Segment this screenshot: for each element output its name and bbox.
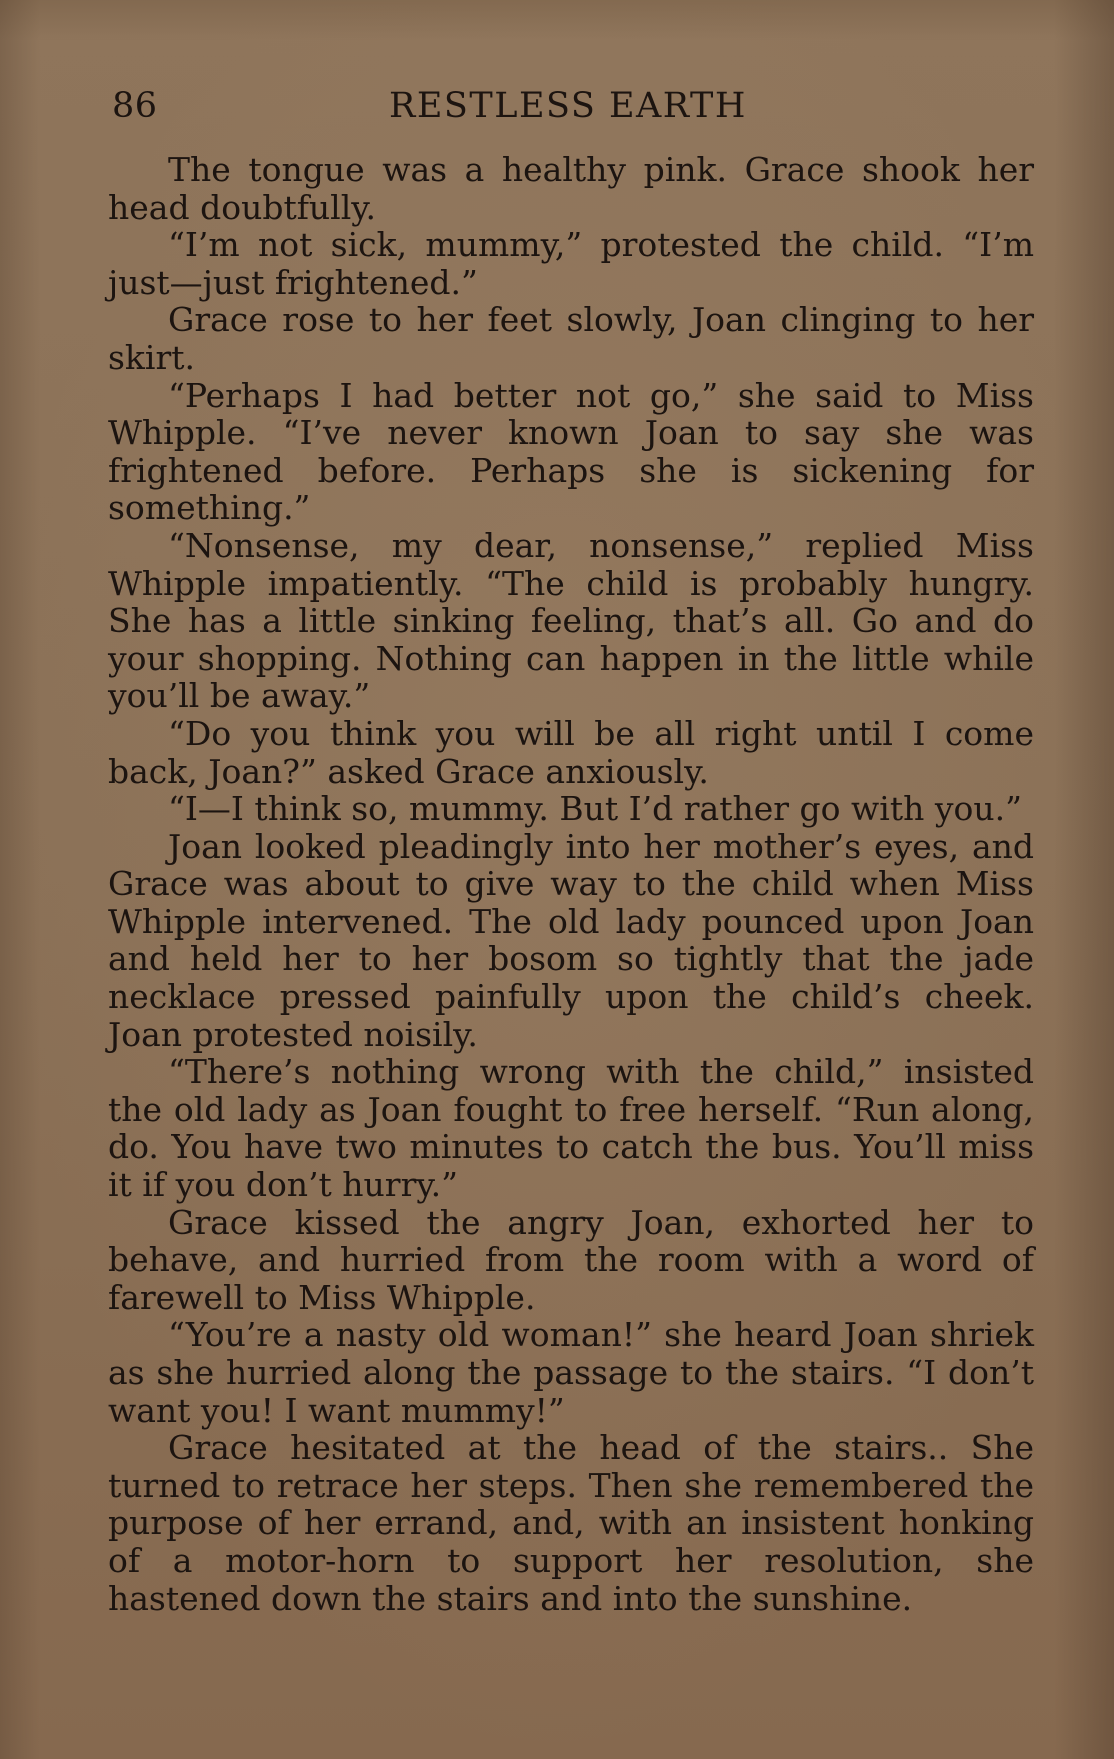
page-right-shadow: [1054, 0, 1114, 1759]
paragraph: Grace kissed the angry Joan, exhorted her to behave, and hurried from the room with a word of farewell to Miss Whipple.: [108, 1202, 1034, 1317]
paragraph: Joan looked pleadingly into her mother’s eyes, and Grace was about to give way to the child when Miss Whipple intervened. The old lady pounced upon Joan and held her to her bosom so tightly that the jade necklace pressed painfully upon the child’s cheek. Joan protested noisily.: [108, 826, 1034, 1054]
paragraph: “I—I think so, mummy. But I’d rather go with you.”: [168, 789, 1022, 829]
paragraph: “Do you think you will be all right until I come back, Joan?” asked Grace anxiously.: [108, 713, 1034, 791]
running-title: RESTLESS EARTH: [389, 86, 747, 126]
paragraph: “You’re a nasty old woman!” she heard Joan shriek as she hurried along the passage to the stairs. “I don’t want you! I want mummy!”: [108, 1315, 1034, 1430]
paragraph: The tongue was a healthy pink. Grace shook her head doubtfully.: [108, 150, 1034, 227]
page-left-shadow: [0, 0, 40, 1759]
paragraph: Grace hesitated at the head of the stairs.. She turned to retrace her steps. Then she remembered the purpose of her errand, and, with an insistent honking of a motor-horn to support her resolution, she hastened down the stairs and into the sunshine.: [108, 1428, 1034, 1618]
body-text: [108, 151, 1034, 1617]
page-header: [112, 86, 1032, 136]
page-top-shadow: [0, 0, 1114, 40]
paragraph: “Perhaps I had better not go,” she said to Miss Whipple. “I’ve never known Joan to say she was frightened before. Perhaps she is sickening for something.”: [108, 375, 1034, 528]
paragraph: “Nonsense, my dear, nonsense,” replied Miss Whipple impatiently. “The child is probably hungry. She has a little sinking feeling, that’s all. Go and do your shopping. Nothing can happen in the little while you’ll be away.”: [108, 525, 1034, 716]
page-number: 86: [112, 86, 158, 126]
paragraph: “I’m not sick, mummy,” protested the child. “I’m just—just frightened.”: [108, 225, 1034, 302]
paragraph: Grace rose to her feet slowly, Joan clinging to her skirt.: [108, 300, 1034, 377]
paragraph: “There’s nothing wrong with the child,” insisted the old lady as Joan fought to free herself. “Run along, do. You have two minutes to catch the bus. You’ll miss it if you don’t hurry.”: [108, 1052, 1034, 1205]
